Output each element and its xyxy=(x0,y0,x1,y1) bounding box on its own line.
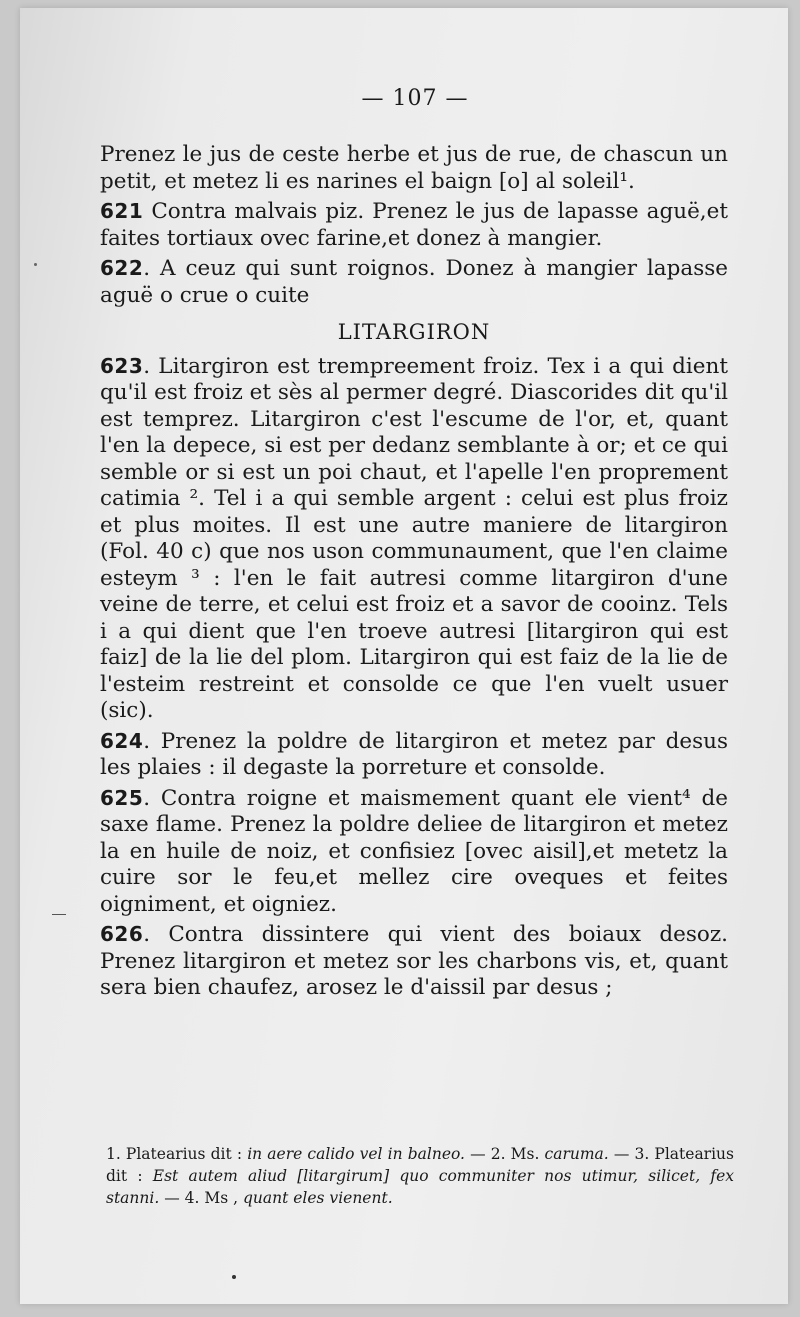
paragraph-text: . Prenez la poldre de litargiron et metez par desus les plaies : il degaste la porreture et consolde. xyxy=(100,728,728,780)
footnote-text: — 2. Ms. xyxy=(464,1145,545,1163)
footnote-text: 1. Platearius dit : xyxy=(106,1145,248,1163)
margin-mark xyxy=(34,263,37,266)
paragraph-text: . A ceuz qui sunt roignos. Donez à mangier lapasse aguë o crue o cuite xyxy=(100,256,728,308)
paragraph xyxy=(100,785,728,919)
paragraph-number: 626 xyxy=(100,922,144,946)
body-text xyxy=(100,142,728,1002)
footnote-italic: caruma. xyxy=(544,1145,609,1163)
footnote-text: — 3. Platearius dit : xyxy=(106,1145,734,1185)
footnote-italic: quant eles vienent. xyxy=(242,1189,393,1207)
paragraph xyxy=(100,198,728,252)
footnote-italic: Est autem aliud [litargirum] quo communiter nos utimur, silicet, fex stanni. xyxy=(106,1167,734,1207)
paragraph-number: 621 xyxy=(100,199,144,223)
paragraph-number: 624 xyxy=(100,728,144,753)
section-heading: LITARGIRON xyxy=(337,320,491,344)
printer-dot xyxy=(232,1275,236,1279)
margin-dash xyxy=(52,914,66,915)
paragraph-text: . Contra dissintere qui vient des boiaux desoz. Prenez litargiron et metez sor les charbons vis, et, quant sera bien chaufez, arosez le d'aissil par desus ; xyxy=(100,922,728,1000)
paragraph xyxy=(100,921,728,1002)
paragraph-text: . Litargiron est trempreement froiz. Tex i a qui dient qu'il est froiz et sès al permer degré. Diascorides dit qu'il est temprez. Litargiron c'est l'escume de l'or, et, quant l'en la depece, si est per dedanz semblante à or; et ce qui semble or si est un poi chaut, et l'apelle l'en proprement catimia ². Tel i a qui semble argent : celui est plus froiz et plus moites. Il est une autre maniere de litargiron (Fol. 40 c) que nos uson communaument, que l'en claime esteym ³ : l'en le fait autresi comme litargiron d'une veine de terre, et celui est froiz et a savor de cooinz. Tels i a qui dient que l'en troeve autresi [litargiron qui est faiz] de la lie del plom. Litargiron qui est faiz de la lie de l'esteim restreint et consolde ce que l'en vuelt usuer (sic). xyxy=(100,353,728,723)
footnote-italic: in aere calido vel in balneo. xyxy=(247,1145,465,1163)
paragraph-number: 623 xyxy=(100,353,144,378)
paragraph-text: Contra malvais piz. Prenez le jus de lapasse aguë,et faites tortiaux ovec farine,et donez à mangier. xyxy=(100,199,728,251)
paragraph xyxy=(100,255,728,309)
paragraph-text: Prenez le jus de ceste herbe et jus de rue, de chascun un petit, et metez li es narines el baign [o] al soleil¹. xyxy=(100,142,728,194)
paragraph xyxy=(100,142,728,195)
paragraph xyxy=(100,353,728,725)
paragraph-text: . Contra roigne et maismement quant ele vient⁴ de saxe flame. Prenez la poldre deliee de litargiron et metez la en huile de noiz, et confisiez [ovec aisil],et metetz la cuire sor le feu,et mellez cire oveques et feites oigniment, et oigniez. xyxy=(100,785,728,917)
page-number: — 107 — xyxy=(361,86,469,111)
footnotes xyxy=(106,1143,734,1209)
paragraph-number: 622 xyxy=(100,256,144,280)
paragraph-number: 625 xyxy=(100,785,144,810)
footnote-text: — 4. Ms , xyxy=(159,1189,243,1207)
paragraph xyxy=(100,728,728,782)
